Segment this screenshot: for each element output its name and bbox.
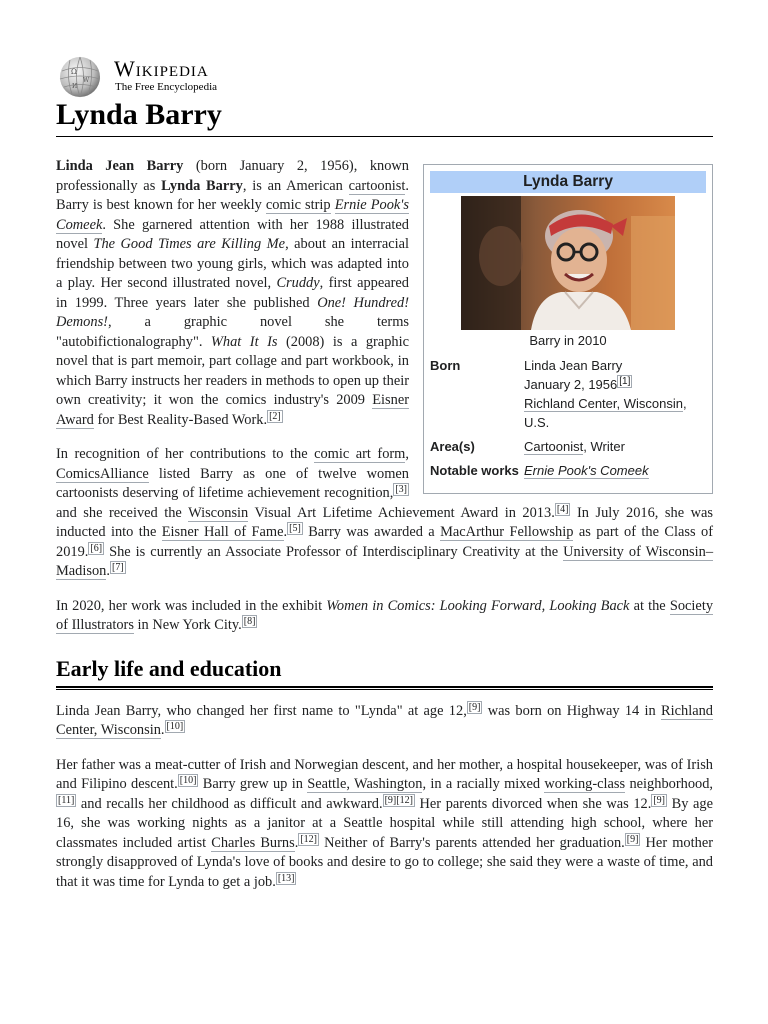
text: listed Barry as one of twelve women cartoonists deserving of lifetime achievement recognition, <box>56 465 409 501</box>
what-it-is-title: What It Is <box>210 333 278 350</box>
ref-4[interactable]: [4] <box>556 503 569 515</box>
born-date <box>524 375 706 394</box>
text: at the <box>629 597 670 614</box>
ref-7[interactable]: [7] <box>111 562 124 573</box>
svg-text:И: И <box>72 83 78 90</box>
richland-center-link[interactable]: Richland Center, Wisconsin <box>56 702 713 738</box>
wisconsin-link[interactable]: Wisconsin <box>188 504 249 521</box>
text: and she received the <box>56 504 189 521</box>
professional-name: Lynda Barry <box>161 177 243 194</box>
comicsalliance-link[interactable]: ComicsAlliance <box>56 465 149 482</box>
infobox-row-born <box>430 356 706 432</box>
areas-rest: , Writer <box>583 439 625 454</box>
text: for Best Reality-Based Work. <box>93 411 268 428</box>
article-body <box>56 157 713 907</box>
born-name: Linda Jean Barry <box>524 358 623 373</box>
demons-title: One! Hundred! Demons! <box>56 294 409 330</box>
born-label: Born <box>430 358 461 373</box>
wikipedia-wordmark[interactable]: Wikipedia <box>114 56 209 81</box>
portrait-photo[interactable] <box>461 196 675 330</box>
working-class-link[interactable]: working-class <box>544 776 626 792</box>
born-date-text: January 2, 1956 <box>524 377 618 392</box>
areas-value <box>524 437 706 456</box>
text: , a graphic novel she terms "autobifictionalography". <box>56 314 409 350</box>
ref-9[interactable]: [9] <box>626 833 639 845</box>
birth-paragraph <box>56 702 713 741</box>
infobox-title: Lynda Barry <box>430 171 706 193</box>
svg-text:Ω: Ω <box>71 68 77 76</box>
text: Her parents divorced when she was 12. <box>414 795 652 812</box>
text: . <box>294 834 299 851</box>
text: , is an American <box>242 177 349 194</box>
ref-8[interactable]: [8] <box>243 616 256 627</box>
text: Visual Art Lifetime Achievement Award in 2013. <box>248 504 555 521</box>
born-place-link[interactable]: Richland Center, Wisconsin <box>524 396 683 411</box>
exhibit-paragraph <box>56 597 713 636</box>
cartoonist-link[interactable]: Cartoonist <box>524 439 584 454</box>
infobox <box>423 164 713 494</box>
wikipedia-globe-icon[interactable] <box>56 54 104 98</box>
cruddy-title: Cruddy <box>276 275 320 291</box>
ref-10[interactable]: [10] <box>179 775 197 786</box>
family-paragraph <box>56 756 713 893</box>
text: Barry grew up in <box>198 776 308 792</box>
macarthur-link[interactable]: MacArthur Fellowship <box>440 524 574 540</box>
section-divider <box>56 689 713 690</box>
text: as part of the Class of 2019. <box>56 524 713 560</box>
eisner-award-link[interactable]: Eisner Award <box>56 392 409 428</box>
text: Her father was a meat-cutter of Irish and Norwegian descent, and her mother, a hospital housekeeper, was of Irish and Filipino descent. <box>56 756 713 792</box>
text: Linda Jean Barry, who changed her first name to "Lynda" at age 12, <box>56 702 467 719</box>
infobox-row-areas <box>430 437 706 456</box>
infobox-caption: Barry in 2010 <box>529 333 607 348</box>
wikipedia-tagline: The Free Encyclopedia <box>115 81 218 93</box>
ref-6[interactable]: [6] <box>90 542 103 554</box>
areas-label: Area(s) <box>430 439 475 454</box>
full-name: Linda Jean Barry <box>56 158 184 174</box>
text: , first appeared in 1999. Three years later she published <box>56 275 410 311</box>
text: Her mother strongly disapproved of Lynda's love of books and desire to go to college; she said they were a waste of time, and that it was time for Lynda to get a job. <box>56 834 713 890</box>
born-country: U.S. <box>524 415 550 430</box>
exhibit-title: Women in Comics: Looking Forward, Looking Back <box>326 597 630 614</box>
text: (2008) is a graphic novel that is part memoir, part collage and part workbook, in which Barry instructs her readers in methods to open up their own creativity; it won the comics industry's 2009 <box>56 333 409 408</box>
ref-12[interactable]: [12] <box>300 833 317 845</box>
society-illustrators-link[interactable]: Society of Illustrators <box>56 597 714 633</box>
ernie-pook-link[interactable]: Ernie Pook's Comeek <box>56 197 409 233</box>
good-times-title: The Good Times are Killing Me <box>93 236 286 252</box>
svg-text:W: W <box>83 77 90 84</box>
text: (born January 2, 1956), known professionally as <box>56 158 409 194</box>
uw-madison-link[interactable]: University of Wisconsin–Madison <box>56 543 714 579</box>
text: , about an interracial friendship between two young girls, which was adapted into a play. Her second illustrated novel, <box>56 236 409 291</box>
section-heading-early-life: Early life and education <box>56 655 713 688</box>
born-place: Richland Center, Wisconsin, <box>524 396 687 411</box>
text: in New York City. <box>133 617 242 633</box>
text: . She garnered attention with her 1988 illustrated novel <box>56 216 409 252</box>
text: , <box>405 446 409 462</box>
text: and recalls her childhood as difficult and awkward. <box>76 795 383 812</box>
ref-5[interactable]: [5] <box>289 523 301 534</box>
charles-burns-link[interactable]: Charles Burns <box>211 834 295 851</box>
text: , in a racially mixed <box>422 776 545 792</box>
text: . <box>160 722 165 738</box>
infobox-row-works <box>430 461 706 480</box>
site-header <box>56 54 713 100</box>
comic-art-form-link[interactable]: comic art form <box>314 446 406 462</box>
ref-9[interactable]: [9] <box>468 701 481 713</box>
ernie-pook-link[interactable]: Ernie Pook's Comeek <box>524 463 649 478</box>
born-value <box>524 356 706 432</box>
eisner-hall-link[interactable]: Eisner Hall of Fame <box>161 524 284 540</box>
text: . <box>106 563 110 579</box>
ref-9-12[interactable]: [9][12] <box>384 794 413 806</box>
text: Neither of Barry's parents attended her graduation. <box>318 834 625 851</box>
text: In July 2016, she was inducted into the <box>56 504 713 540</box>
ref-3[interactable]: [3] <box>395 484 407 495</box>
ref-2[interactable]: [2] <box>269 410 281 422</box>
text: In 2020, her work was included in the exhibit <box>56 597 327 614</box>
text: was born on Highway 14 in <box>482 702 662 719</box>
seattle-link[interactable]: Seattle, Washington <box>307 776 423 792</box>
ref-11[interactable]: [11] <box>58 794 75 806</box>
text: In recognition of her contributions to the <box>56 446 315 462</box>
ref-13[interactable]: [13] <box>277 872 295 884</box>
ref-10[interactable]: [10] <box>166 721 184 732</box>
text: . <box>283 524 288 540</box>
ref-1[interactable]: [1] <box>619 376 631 387</box>
text: By age 16, she was working nights as a janitor at a Seattle hospital while still attending high school, where her classmates included artist <box>56 795 713 851</box>
works-label: Notable works <box>430 463 519 478</box>
comic-strip-link[interactable]: comic strip <box>265 197 331 213</box>
text: . Barry is best known for her weekly <box>56 177 410 213</box>
text: Barry was awarded a <box>302 524 441 540</box>
text: neighborhood, <box>625 776 714 792</box>
ref-9[interactable]: [9] <box>653 794 666 806</box>
page-title: Lynda Barry <box>56 96 713 137</box>
cartoonist-link[interactable]: cartoonist <box>348 177 406 194</box>
text: She is currently an Associate Professor of Interdisciplinary Creativity at the <box>104 543 564 560</box>
works-value <box>524 461 706 480</box>
